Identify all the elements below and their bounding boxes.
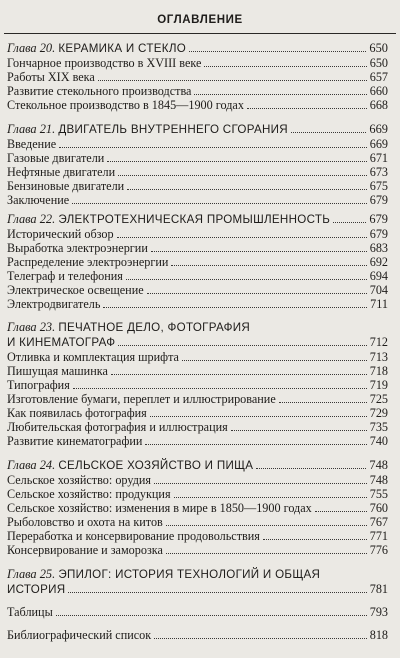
page-header: ОГЛАВЛЕНИЕ	[157, 14, 243, 26]
toc-entry[interactable]	[7, 56, 388, 70]
toc-entry[interactable]	[7, 84, 388, 98]
leader-dots	[247, 108, 367, 109]
leader-dots	[291, 132, 366, 133]
toc-entry[interactable]	[7, 269, 388, 283]
page-number: 767	[369, 515, 388, 529]
page-number: 657	[369, 70, 388, 84]
entry-label: Электродвигатель	[7, 297, 101, 311]
toc-entry[interactable]	[7, 165, 388, 179]
toc-entry[interactable]	[7, 98, 388, 112]
page-number: 740	[369, 434, 388, 448]
leader-dots	[111, 374, 367, 375]
leader-dots	[59, 147, 367, 148]
entry-label: Электрическое освещение	[7, 283, 144, 297]
toc-entry[interactable]	[7, 179, 388, 193]
toc-entry[interactable]	[7, 350, 388, 364]
page-number: 781	[369, 582, 388, 596]
leader-dots	[315, 511, 367, 512]
leader-dots	[171, 265, 366, 266]
chapter-title: ЭПИЛОГ: ИСТОРИЯ ТЕХНОЛОГИЙ И ОБЩАЯ	[58, 568, 321, 581]
bibliography-entry[interactable]	[7, 628, 388, 642]
page-number: 771	[369, 529, 388, 543]
leader-dots	[166, 525, 367, 526]
leader-dots	[118, 345, 366, 346]
chapter-number: Глава 21.	[7, 122, 56, 136]
entry-label: Отливка и комплектация шрифта	[7, 350, 179, 364]
entry-label: Введение	[7, 137, 57, 151]
chapter-20-heading[interactable]	[7, 41, 388, 55]
leader-dots	[154, 638, 367, 639]
entry-label: Как появилась фотография	[7, 406, 147, 420]
chapter-number: Глава 25.	[7, 567, 56, 581]
page-number: 675	[369, 179, 388, 193]
leader-dots	[154, 483, 367, 484]
leader-dots	[56, 615, 367, 616]
chapter-number: Глава 23.	[7, 320, 56, 334]
leader-dots	[166, 553, 367, 554]
entry-label: Таблицы	[7, 605, 53, 619]
toc-entry[interactable]	[7, 297, 388, 311]
toc-entry[interactable]	[7, 420, 388, 434]
chapter-24-heading[interactable]	[7, 458, 388, 472]
page-number: 735	[369, 420, 388, 434]
page-number: 694	[369, 269, 388, 283]
leader-dots	[103, 307, 367, 308]
entry-label: Нефтяные двигатели	[7, 165, 116, 179]
page-number: 818	[369, 628, 388, 642]
chapter-22-heading[interactable]	[7, 212, 388, 226]
toc-entry[interactable]	[7, 364, 388, 378]
leader-dots	[174, 497, 367, 498]
leader-dots	[194, 94, 366, 95]
page-number: 713	[369, 350, 388, 364]
entry-label: Стекольное производство в 1845—1900 годах	[7, 98, 244, 112]
chapter-21-heading[interactable]	[7, 122, 388, 136]
toc-entry[interactable]	[7, 283, 388, 297]
page-number: 711	[370, 297, 388, 311]
leader-dots	[231, 430, 367, 431]
toc-entry[interactable]	[7, 515, 388, 529]
toc-entry[interactable]	[7, 529, 388, 543]
entry-label: Бензиновые двигатели	[7, 179, 125, 193]
leader-dots	[72, 203, 367, 204]
page-number: 776	[369, 543, 388, 557]
page-number: 650	[369, 41, 388, 55]
leader-dots	[204, 66, 366, 67]
page-number: 712	[369, 335, 388, 349]
leader-dots	[118, 175, 367, 176]
chapter-number: Глава 22.	[7, 212, 56, 226]
leader-dots	[147, 293, 367, 294]
entry-label: Сельское хозяйство: продукция	[7, 487, 171, 501]
toc-entry[interactable]	[7, 487, 388, 501]
toc-entry[interactable]	[7, 406, 388, 420]
leader-dots	[256, 468, 366, 469]
leader-dots	[182, 360, 367, 361]
page-number: 755	[369, 487, 388, 501]
toc-entry[interactable]	[7, 255, 388, 269]
toc-entry[interactable]	[7, 501, 388, 515]
page-number: 718	[369, 364, 388, 378]
page-number: 760	[369, 501, 388, 515]
leader-dots	[150, 416, 367, 417]
page-number: 669	[369, 137, 388, 151]
chapter-title-cont: И КИНЕМАТОГРАФ	[7, 336, 116, 349]
toc-entry[interactable]	[7, 70, 388, 84]
page-number: 748	[369, 458, 388, 472]
entry-label: Газовые двигатели	[7, 151, 105, 165]
chapter-25-heading-cont[interactable]	[7, 582, 388, 596]
chapter-25-heading[interactable]	[7, 568, 388, 582]
page-number: 692	[369, 255, 388, 269]
entry-label: Сельское хозяйство: орудия	[7, 473, 152, 487]
leader-dots	[68, 592, 366, 593]
leader-dots	[151, 251, 367, 252]
chapter-title: ЭЛЕКТРОТЕХНИЧЕСКАЯ ПРОМЫШЛЕННОСТЬ	[58, 213, 331, 226]
chapter-23-heading-cont[interactable]	[7, 335, 388, 349]
entry-label: Консервирование и заморозка	[7, 543, 163, 557]
entry-label: Телеграф и телефония	[7, 269, 123, 283]
entry-label: Изготовление бумаги, переплет и иллюстрирование	[7, 392, 276, 406]
chapter-title: ПЕЧАТНОЕ ДЕЛО, ФОТОГРАФИЯ	[58, 321, 251, 334]
toc-entry[interactable]	[7, 151, 388, 165]
leader-dots	[107, 161, 366, 162]
entry-label: Сельское хозяйство: изменения в мире в 1850—1900 годах	[7, 501, 312, 515]
page-number: 683	[369, 241, 388, 255]
entry-label: Гончарное производство в XVIII веке	[7, 56, 202, 70]
page-number: 719	[369, 378, 388, 392]
entry-label: Рыболовство и охота на китов	[7, 515, 163, 529]
chapter-title: КЕРАМИКА И СТЕКЛО	[58, 42, 187, 55]
page-number: 793	[369, 605, 388, 619]
entry-label: Любительская фотография и иллюстрация	[7, 420, 228, 434]
chapter-number: Глава 20.	[7, 41, 56, 55]
toc-entry[interactable]	[7, 392, 388, 406]
leader-dots	[98, 80, 367, 81]
leader-dots	[263, 539, 367, 540]
leader-dots	[127, 189, 367, 190]
page-number: 679	[369, 193, 388, 207]
toc-entry[interactable]	[7, 241, 388, 255]
page-number: 673	[369, 165, 388, 179]
page-number: 704	[369, 283, 388, 297]
entry-label: Исторический обзор	[7, 227, 114, 241]
entry-label: Распределение электроэнергии	[7, 255, 169, 269]
page-number: 668	[369, 98, 388, 112]
toc-entry[interactable]	[7, 137, 388, 151]
page-number: 660	[369, 84, 388, 98]
page-number: 679	[369, 227, 388, 241]
toc-entry[interactable]	[7, 227, 388, 241]
entry-label: Пишущая машинка	[7, 364, 108, 378]
tables-entry[interactable]	[7, 605, 388, 619]
toc-entry[interactable]	[7, 434, 388, 448]
toc-entry[interactable]	[7, 543, 388, 557]
page-number: 729	[369, 406, 388, 420]
chapter-title: СЕЛЬСКОЕ ХОЗЯЙСТВО И ПИЩА	[58, 459, 254, 472]
page-number: 748	[369, 473, 388, 487]
entry-label: Развитие кинематографии	[7, 434, 143, 448]
chapter-title-cont: ИСТОРИЯ	[7, 583, 66, 596]
entry-label: Типография	[7, 378, 70, 392]
page-number: 650	[369, 56, 388, 70]
header-rule	[4, 33, 396, 34]
page-number: 671	[369, 151, 388, 165]
entry-label: Заключение	[7, 193, 70, 207]
leader-dots	[333, 222, 366, 223]
chapter-number: Глава 24.	[7, 458, 56, 472]
entry-label: Выработка электроэнергии	[7, 241, 148, 255]
entry-label: Развитие стекольного производства	[7, 84, 192, 98]
chapter-title: ДВИГАТЕЛЬ ВНУТРЕННЕГО СГОРАНИЯ	[58, 123, 288, 136]
entry-label: Переработка и консервирование продовольствия	[7, 529, 260, 543]
leader-dots	[189, 51, 366, 52]
leader-dots	[117, 237, 367, 238]
page-number: 669	[369, 122, 388, 136]
chapter-23-heading[interactable]	[7, 321, 388, 335]
page-number: 725	[369, 392, 388, 406]
entry-label: Работы XIX века	[7, 70, 95, 84]
toc-entry[interactable]	[7, 193, 388, 207]
toc-entry[interactable]	[7, 378, 388, 392]
page-number: 679	[369, 212, 388, 226]
entry-label: Библиографический список	[7, 628, 152, 642]
leader-dots	[73, 388, 367, 389]
leader-dots	[145, 444, 366, 445]
leader-dots	[279, 402, 367, 403]
toc-entry[interactable]	[7, 473, 388, 487]
leader-dots	[126, 279, 367, 280]
